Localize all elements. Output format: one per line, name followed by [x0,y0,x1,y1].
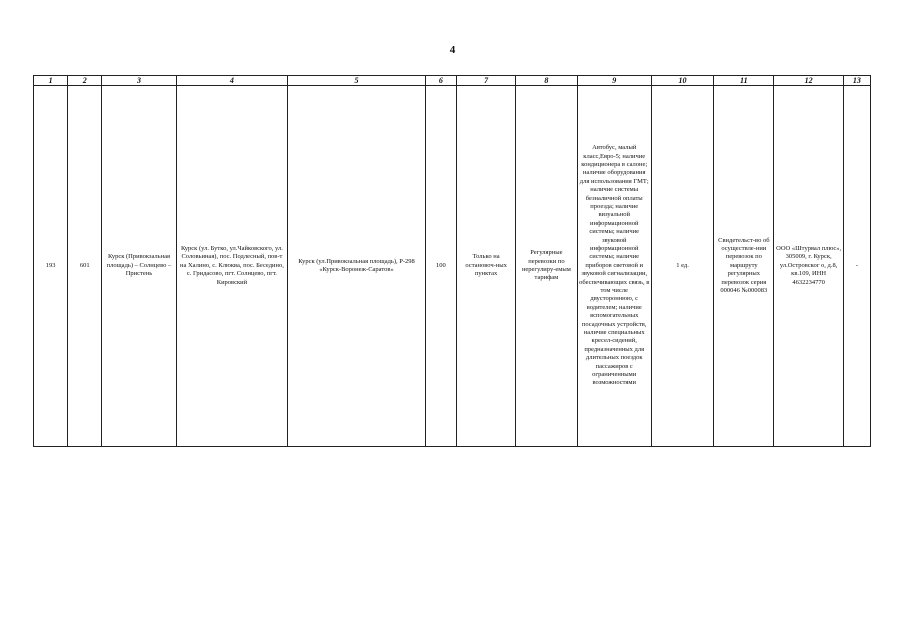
certificate-cell: Свидетельст-во об осуществле-нии перевозок по маршруту регулярных перевозок серия 000046 №000083 [714,86,774,447]
vehicle-count-cell: 1 ед. [651,86,713,447]
column-number: 13 [843,76,870,86]
registration-number-cell: 193 [34,86,68,447]
route-number-cell: 601 [68,86,102,447]
vehicle-characteristics-cell: Автобус, малый класс,Евро-5; наличие кондиционера в салоне; наличие оборудования для использования ГМТ; наличие системы безналичной оплаты проезда; наличие визуальной информационной системы; наличие звуковой информационной системы; наличие приборов световой и звуковой сигнализации, обеспечивающих связь, в том числе двустороннюю, с водителем; наличие вспомогательных посадочных устройств, наличие специальных кресел-сидений, предназначенных для длительных поездок пассажиров с ограниченными возможностями [577,86,651,447]
column-number: 3 [102,76,176,86]
column-number: 1 [34,76,68,86]
route-registry-table [33,75,871,447]
stops-cell: Курск (ул. Бутко, ул.Чайковского, ул. Соловьиная), пос. Подлесный, пов-т на Халино, с. Клюква, пос. Беседино, с. Гридасово, пгт. Солнцево, пгт. Кировский [176,86,288,447]
column-number: 2 [68,76,102,86]
carrier-cell: ООО «Штурвал плюс», 305009, г. Курск, ул.Островског о, д.8, кв.109, ИНН 4632234770 [774,86,843,447]
column-number: 5 [288,76,426,86]
notes-cell: - [843,86,870,447]
column-number-row [34,76,871,86]
page-number: 4 [449,44,456,56]
column-number: 9 [577,76,651,86]
column-number: 7 [456,76,515,86]
column-number: 11 [714,76,774,86]
column-number: 12 [774,76,843,86]
route-name-cell: Курск (Привокзальная площадь) – Солнцево – Пристень [102,86,176,447]
length-cell: 100 [425,86,456,447]
transport-type-cell: Регулярные перевозки по нерегулиру-емым тарифам [516,86,577,447]
column-number: 4 [176,76,288,86]
column-number: 6 [425,76,456,86]
boarding-order-cell: Только на остановоч-ных пунктах [456,86,515,447]
column-number: 10 [651,76,713,86]
column-number: 8 [516,76,577,86]
table-row [34,86,871,447]
streets-cell: Курск (ул.Привокзальная площадь), Р-298 «Курск-Воронеж-Саратов» [288,86,426,447]
